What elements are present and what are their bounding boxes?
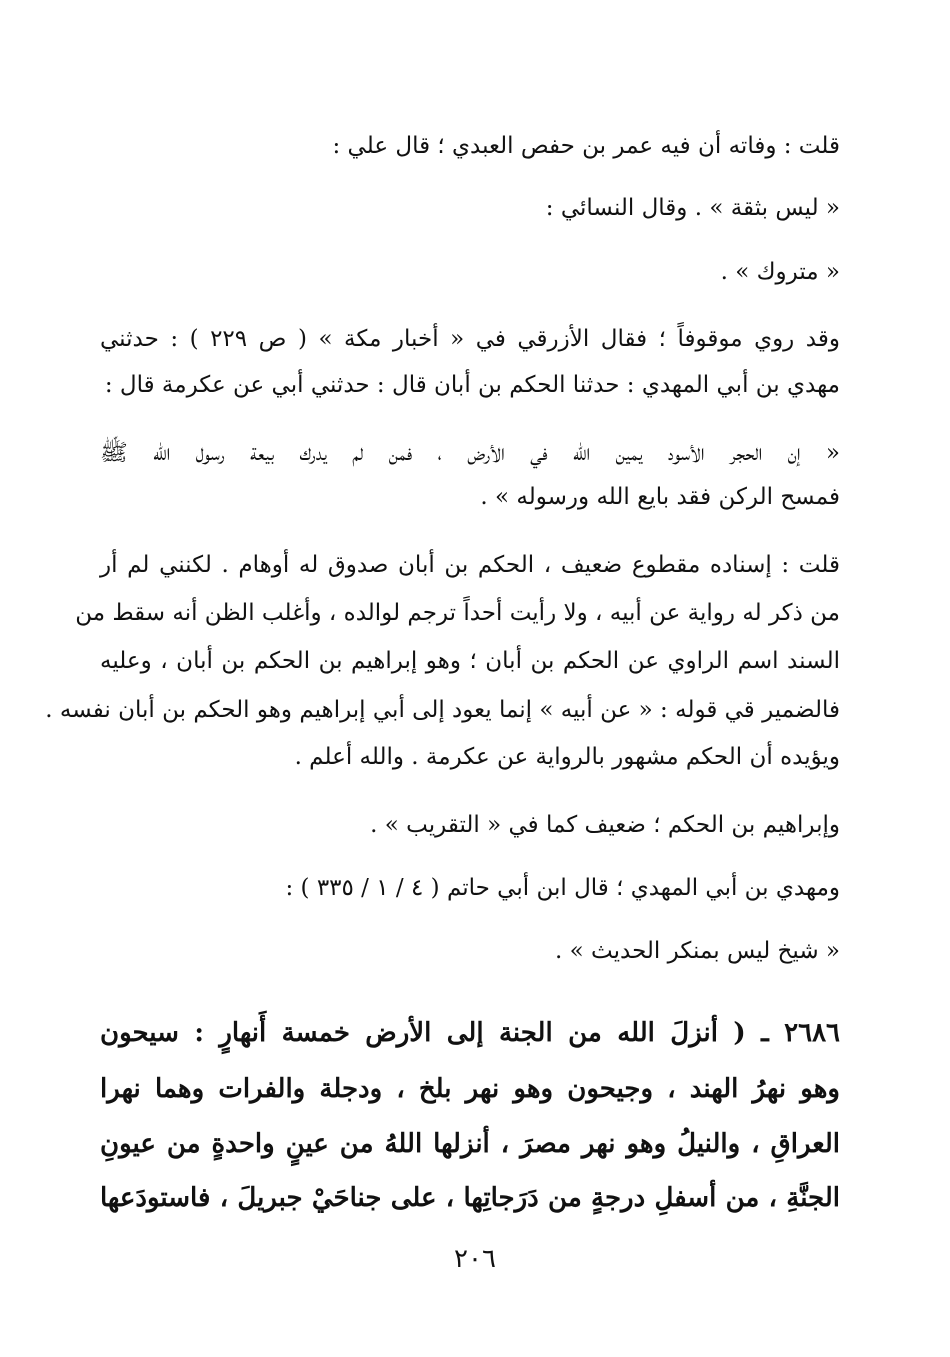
text-line-10: السند اسم الراوي عن الحكم بن أبان ؛ وهو إبراهيم بن الحكم بن أبان ، وعليه [100, 648, 840, 674]
text-line-5: مهدي بن أبي المهدي : حدثنا الحكم بن أبان قال : حدثني أبي عن عكرمة قال : [104, 372, 840, 398]
text-line-12: ويؤيده أن الحكم مشهور بالرواية عن عكرمة . والله أعلم . [294, 744, 840, 770]
text-line-9: من ذكر له رواية عن أبيه ، ولا رأيت أحداً ترجم لوالده ، وأغلب الظن أنه سقط من [75, 600, 840, 626]
text-line-14: ومهدي بن أبي المهدي ؛ قال ابن أبي حاتم ( ٤ / ١ / ٣٣٥ ) : [285, 875, 840, 901]
hadith-line-1: ٢٦٨٦ ـ ( أنزلَ الله من الجنة إلى الأرض خمسة أَنهارٍ : سيحون [100, 1018, 840, 1048]
text-line-3: « متروك » . [720, 259, 840, 285]
text-line-13: وإبراهيم بن الحكم ؛ ضعيف كما في « التقريب » . [370, 812, 840, 838]
text-line-15: « شيخ ليس بمنكر الحديث » . [555, 938, 840, 964]
text-line-6: « إن الحجر الأسود يمين الله في الأرض ، فمن لم يدرك بيعة رسول الله ﷺ [100, 440, 840, 466]
page-number: ٢٠٦ [454, 1244, 496, 1274]
text-line-11: فالضمير قي قوله : « عن أبيه » إنما يعود إلى أبي إبراهيم وهو الحكم بن أبان نفسه . [45, 697, 840, 723]
text-line-7: فمسح الركن فقد بايع الله ورسوله » . [480, 484, 840, 510]
text-line-4: وقد روي موقوفاً ؛ فقال الأزرقي في « أخبار مكة » ( ص ٢٢٩ ) : حدثني [100, 326, 840, 352]
text-line-8: قلت : إسناده مقطوع ضعيف ، الحكم بن أبان صدوق له أوهام . لكنني لم أر [100, 552, 840, 578]
hadith-line-3: العراقِ ، والنيلُ وهو نهر مصرَ ، أنزلها اللهُ من عينٍ واحدةٍ من عيونِ [100, 1129, 840, 1159]
hadith-line-2: وهو نهرُ الهند ، وجيحون وهو نهر بلخ ، ودجلة والفرات وهما نهرا [100, 1074, 840, 1104]
text-line-1: قلت : وفاته أن فيه عمر بن حفص العبدي ؛ قال علي : [332, 133, 840, 159]
text-line-2: « ليس بثقة » . وقال النسائي : [545, 195, 840, 221]
hadith-line-4: الجنَّةِ ، من أسفلِ درجةٍ من دَرَجاتِها ، على جناحَيْ جبريلَ ، فاستودَعها [100, 1183, 840, 1213]
